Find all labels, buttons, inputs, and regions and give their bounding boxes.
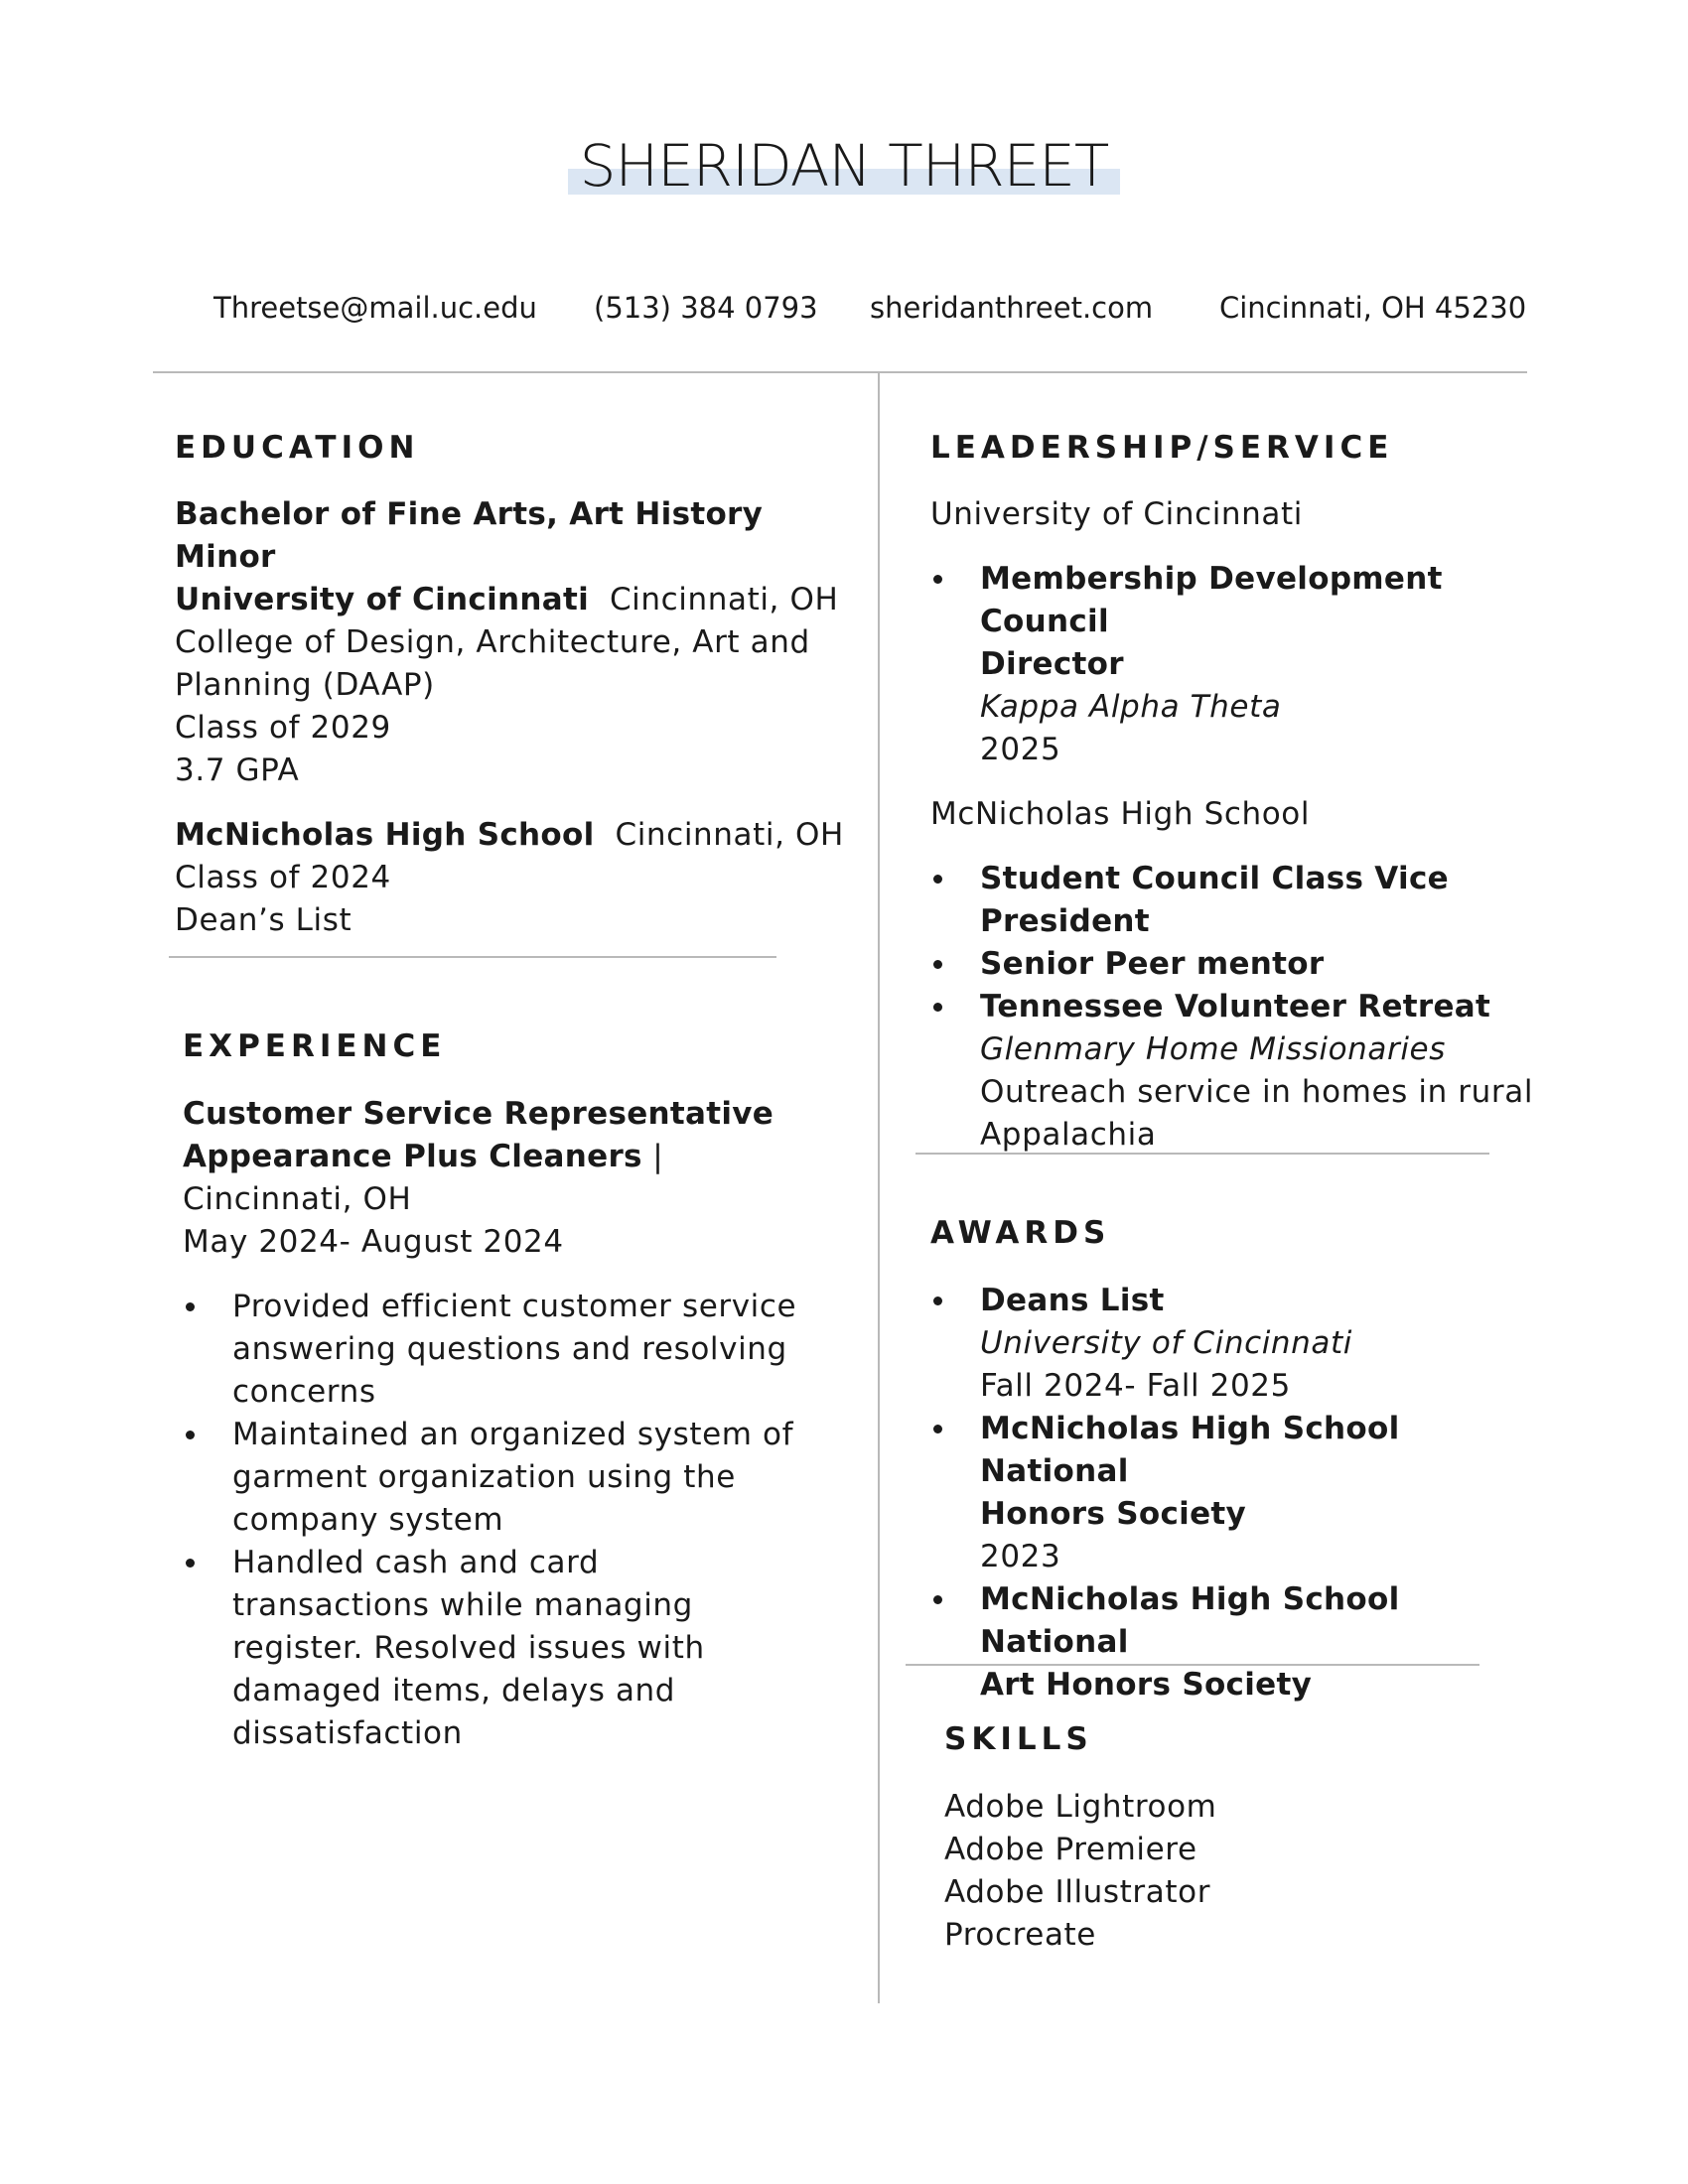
education-gpa: 3.7 GPA (175, 752, 300, 788)
bullet-line: answering questions and resolving (232, 1331, 787, 1367)
leadership-role-4-desc-1: Outreach service in homes in rural (980, 1074, 1534, 1110)
experience-bullets (183, 1286, 838, 1755)
bullet-line: damaged items, delays and (232, 1673, 676, 1708)
leadership-role-1-year: 2025 (980, 732, 1061, 767)
list-item (183, 1286, 838, 1414)
education-class-2: Class of 2024 (175, 860, 391, 895)
education-class-1: Class of 2029 (175, 710, 391, 746)
leadership-heading: LEADERSHIP/SERVICE (930, 430, 1394, 466)
bullet-line: concerns (232, 1374, 376, 1410)
list-item (183, 1414, 838, 1542)
bullet-line: Handled cash and card (232, 1545, 600, 1580)
award-1: Deans List (980, 1283, 1165, 1318)
leadership-role-1-line-2: Director (980, 646, 1124, 682)
award-3-line-2: Art Honors Society (980, 1667, 1313, 1703)
education-school-2-location: Cincinnati, OH (615, 817, 844, 853)
experience-heading: EXPERIENCE (183, 1028, 447, 1064)
contact-email: Threetse@mail.uc.edu (213, 291, 537, 325)
experience-section (183, 1093, 838, 1755)
experience-separator: | (652, 1139, 664, 1174)
experience-location: Cincinnati, OH (183, 1181, 412, 1217)
list-item (930, 558, 1556, 771)
bullet-line: Provided efficient customer service (232, 1289, 797, 1324)
experience-job-title: Customer Service Representative (183, 1096, 774, 1132)
awards-divider (906, 1664, 1479, 1666)
awards-heading: AWARDS (930, 1215, 1111, 1251)
contact-website: sheridanthreet.com (870, 291, 1154, 325)
award-2-line-1: McNicholas High School National (980, 1411, 1400, 1489)
bullet-line: Maintained an organized system of (232, 1417, 794, 1452)
skill-item: Adobe Illustrator (944, 1874, 1211, 1910)
award-1-org: University of Cincinnati (980, 1325, 1352, 1361)
leadership-section (930, 493, 1556, 1157)
leadership-role-4-desc-2: Appalachia (980, 1117, 1157, 1153)
education-college-line-1: College of Design, Architecture, Art and (175, 624, 810, 660)
list-item (930, 1280, 1556, 1408)
list-item (930, 986, 1556, 1157)
skill-item: Adobe Premiere (944, 1832, 1197, 1867)
header (0, 132, 1688, 200)
leadership-org-2: McNicholas High School (930, 796, 1311, 832)
education-degree: Bachelor of Fine Arts, Art History Minor (175, 496, 764, 575)
contact-phone: (513) 384 0793 (594, 291, 818, 325)
leadership-role-2-line-2: President (980, 903, 1150, 939)
skills-heading: SKILLS (944, 1721, 1093, 1757)
award-2-line-2: Honors Society (980, 1496, 1247, 1532)
list-item (930, 858, 1556, 943)
bullet-line: dissatisfaction (232, 1715, 463, 1751)
bullet-line: company system (232, 1502, 504, 1538)
skill-item: Procreate (944, 1917, 1096, 1953)
list-item (930, 943, 1556, 986)
skills-section (944, 1786, 1540, 1957)
leadership-role-1-line-1: Membership Development Council (980, 561, 1443, 639)
leadership-role-4-org: Glenmary Home Missionaries (980, 1031, 1446, 1067)
awards-list (930, 1280, 1556, 1706)
column-divider (878, 373, 880, 2003)
education-college-line-2: Planning (DAAP) (175, 667, 435, 703)
education-school-2: McNicholas High School (175, 817, 595, 853)
candidate-name: SHERIDAN THREET (568, 137, 1121, 195)
contact-location: Cincinnati, OH 45230 (1219, 291, 1527, 325)
education-school-line (175, 579, 850, 621)
education-school-2-line (175, 814, 850, 857)
leadership-role-2-line-1: Student Council Class Vice (980, 861, 1449, 896)
award-2-year: 2023 (980, 1539, 1061, 1574)
experience-company-line (183, 1136, 838, 1178)
education-section (175, 493, 850, 942)
education-divider (169, 956, 776, 958)
education-school-1-location: Cincinnati, OH (609, 582, 839, 617)
education-honor: Dean’s List (175, 902, 352, 938)
leadership-role-3: Senior Peer mentor (980, 946, 1325, 982)
leadership-org-1: University of Cincinnati (930, 496, 1303, 532)
leadership-role-4: Tennessee Volunteer Retreat (980, 989, 1491, 1024)
header-divider (153, 371, 1527, 373)
education-school-1: University of Cincinnati (175, 582, 590, 617)
list-item (183, 1542, 838, 1755)
bullet-line: register. Resolved issues with (232, 1630, 705, 1666)
leadership-list-2 (930, 858, 1556, 1157)
education-heading: EDUCATION (175, 430, 420, 466)
leadership-role-1-org: Kappa Alpha Theta (980, 689, 1282, 725)
award-1-dates: Fall 2024- Fall 2025 (980, 1368, 1291, 1404)
leadership-list-1 (930, 558, 1556, 771)
skill-item: Adobe Lightroom (944, 1789, 1217, 1825)
list-item (930, 1408, 1556, 1578)
bullet-line: garment organization using the (232, 1459, 736, 1495)
leadership-divider (915, 1153, 1489, 1155)
award-3-line-1: McNicholas High School National (980, 1581, 1400, 1660)
awards-section (930, 1280, 1556, 1706)
list-item (930, 1578, 1556, 1706)
experience-company: Appearance Plus Cleaners (183, 1139, 642, 1174)
experience-dates: May 2024- August 2024 (183, 1224, 564, 1260)
bullet-line: transactions while managing (232, 1587, 693, 1623)
